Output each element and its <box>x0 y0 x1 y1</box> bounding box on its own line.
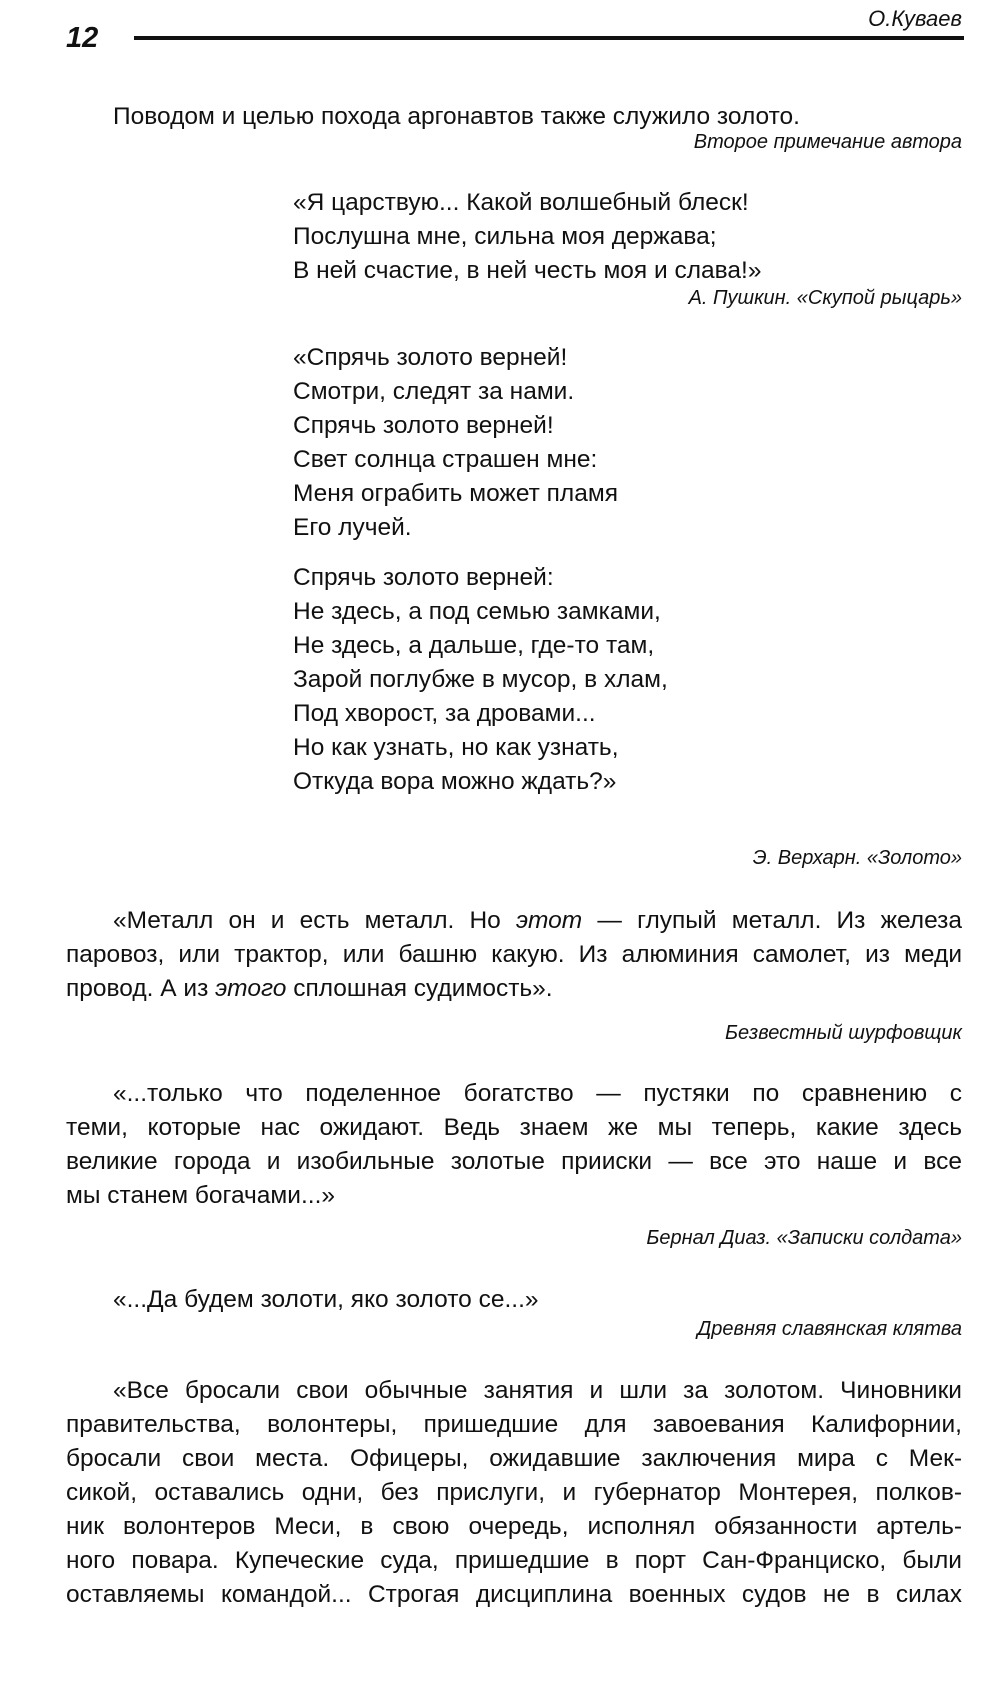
metal-attribution: Безвестный шурфовщик <box>725 1022 962 1044</box>
poem-line: Его лучей. <box>293 514 412 541</box>
prose-line: теми, которые нас ожидают. Ведь знаем же мы теперь, какие здесь <box>66 1114 962 1141</box>
prose-line: «...Да будем золоти, яко золото се...» <box>113 1286 539 1313</box>
verhaeren-stanza-2 <box>293 561 668 799</box>
prose-line: бросали свои места. Офицеры, ожидавшие заключения мира с Мек- <box>66 1445 962 1472</box>
intro-attribution: Второе примечание автора <box>693 131 962 153</box>
prose-line <box>66 904 962 938</box>
prose-line: ник волонтеров Меси, в свою очередь, исполнял обязанности артель- <box>66 1513 962 1540</box>
pushkin-epigraph <box>293 186 761 288</box>
text-segment: провод. А из <box>66 975 209 1002</box>
poem-line: Но как узнать, но как узнать, <box>293 734 619 761</box>
prose-line: оставляемы командой... Строгая дисциплина военных судов не в силах <box>66 1581 962 1608</box>
page-number: 12 <box>66 22 99 54</box>
prose-line: «Все бросали свои обычные занятия и шли за золотом. Чиновники <box>113 1377 962 1404</box>
pushkin-attribution: А. Пушкин. «Скупой рыцарь» <box>688 287 962 309</box>
poem-line: Не здесь, а под семью замками, <box>293 598 661 625</box>
poem-line: Зарой поглубже в мусор, в хлам, <box>293 666 668 693</box>
metal-quote <box>66 904 962 1006</box>
prose-line: ного повара. Купеческие суда, пришедшие в порт Сан-Франциско, были <box>66 1547 962 1574</box>
poem-line: Смотри, следят за нами. <box>293 378 575 405</box>
poem-line: Свет солнца страшен мне: <box>293 446 598 473</box>
prose-line: мы станем богачами...» <box>66 1182 335 1209</box>
prose-line: сикой, оставались одни, без прислуги, и губернатор Монтерея, полков- <box>66 1479 962 1506</box>
oath-attribution: Древняя славянская клятва <box>697 1318 962 1340</box>
verhaeren-attribution: Э. Верхарн. «Золото» <box>752 847 962 869</box>
text-segment: «Металл он и есть металл. Но <box>113 907 501 934</box>
california-quote <box>66 1374 962 1612</box>
prose-line <box>66 972 962 1006</box>
poem-line: Меня ограбить может пламя <box>293 480 618 507</box>
poem-line: Спрячь золото верней! <box>293 412 554 439</box>
diaz-quote <box>66 1077 962 1213</box>
running-header-author: О.Куваев <box>868 6 962 31</box>
prose-line: «...только что поделенное богатство — пустяки по сравнению с <box>113 1080 962 1107</box>
poem-line: «Я царствую... Какой волшебный блеск! <box>293 189 749 216</box>
text-segment: — глупый металл. Из железа <box>597 907 963 934</box>
oath-quote <box>66 1283 962 1317</box>
emphasis: этот <box>516 907 583 934</box>
prose-line: правительства, волонтеры, пришедшие для завоевания Калифорнии, <box>66 1411 962 1438</box>
prose-line: паровоз, или трактор, или башню какую. Из алюминия самолет, из меди <box>66 941 962 968</box>
verhaeren-stanza-1 <box>293 341 618 545</box>
poem-line: Под хворост, за дровами... <box>293 700 596 727</box>
header-rule <box>134 36 964 40</box>
poem-line: Спрячь золото верней: <box>293 564 554 591</box>
text-segment: сплошная судимость». <box>293 975 553 1002</box>
poem-line: Откуда вора можно ждать?» <box>293 768 617 795</box>
prose-line: великие города и изобильные золотые прииски — все это наше и все <box>66 1148 962 1175</box>
poem-line: Не здесь, а дальше, где-то там, <box>293 632 655 659</box>
intro-text: Поводом и целью похода аргонавтов также служило золото. <box>113 103 800 130</box>
poem-line: В ней счастие, в ней честь моя и слава!» <box>293 257 762 284</box>
diaz-attribution: Бернал Диаз. «Записки солдата» <box>646 1227 962 1249</box>
emphasis: этого <box>215 975 287 1002</box>
poem-line: Послушна мне, сильна моя держава; <box>293 223 717 250</box>
poem-line: «Спрячь золото верней! <box>293 344 568 371</box>
